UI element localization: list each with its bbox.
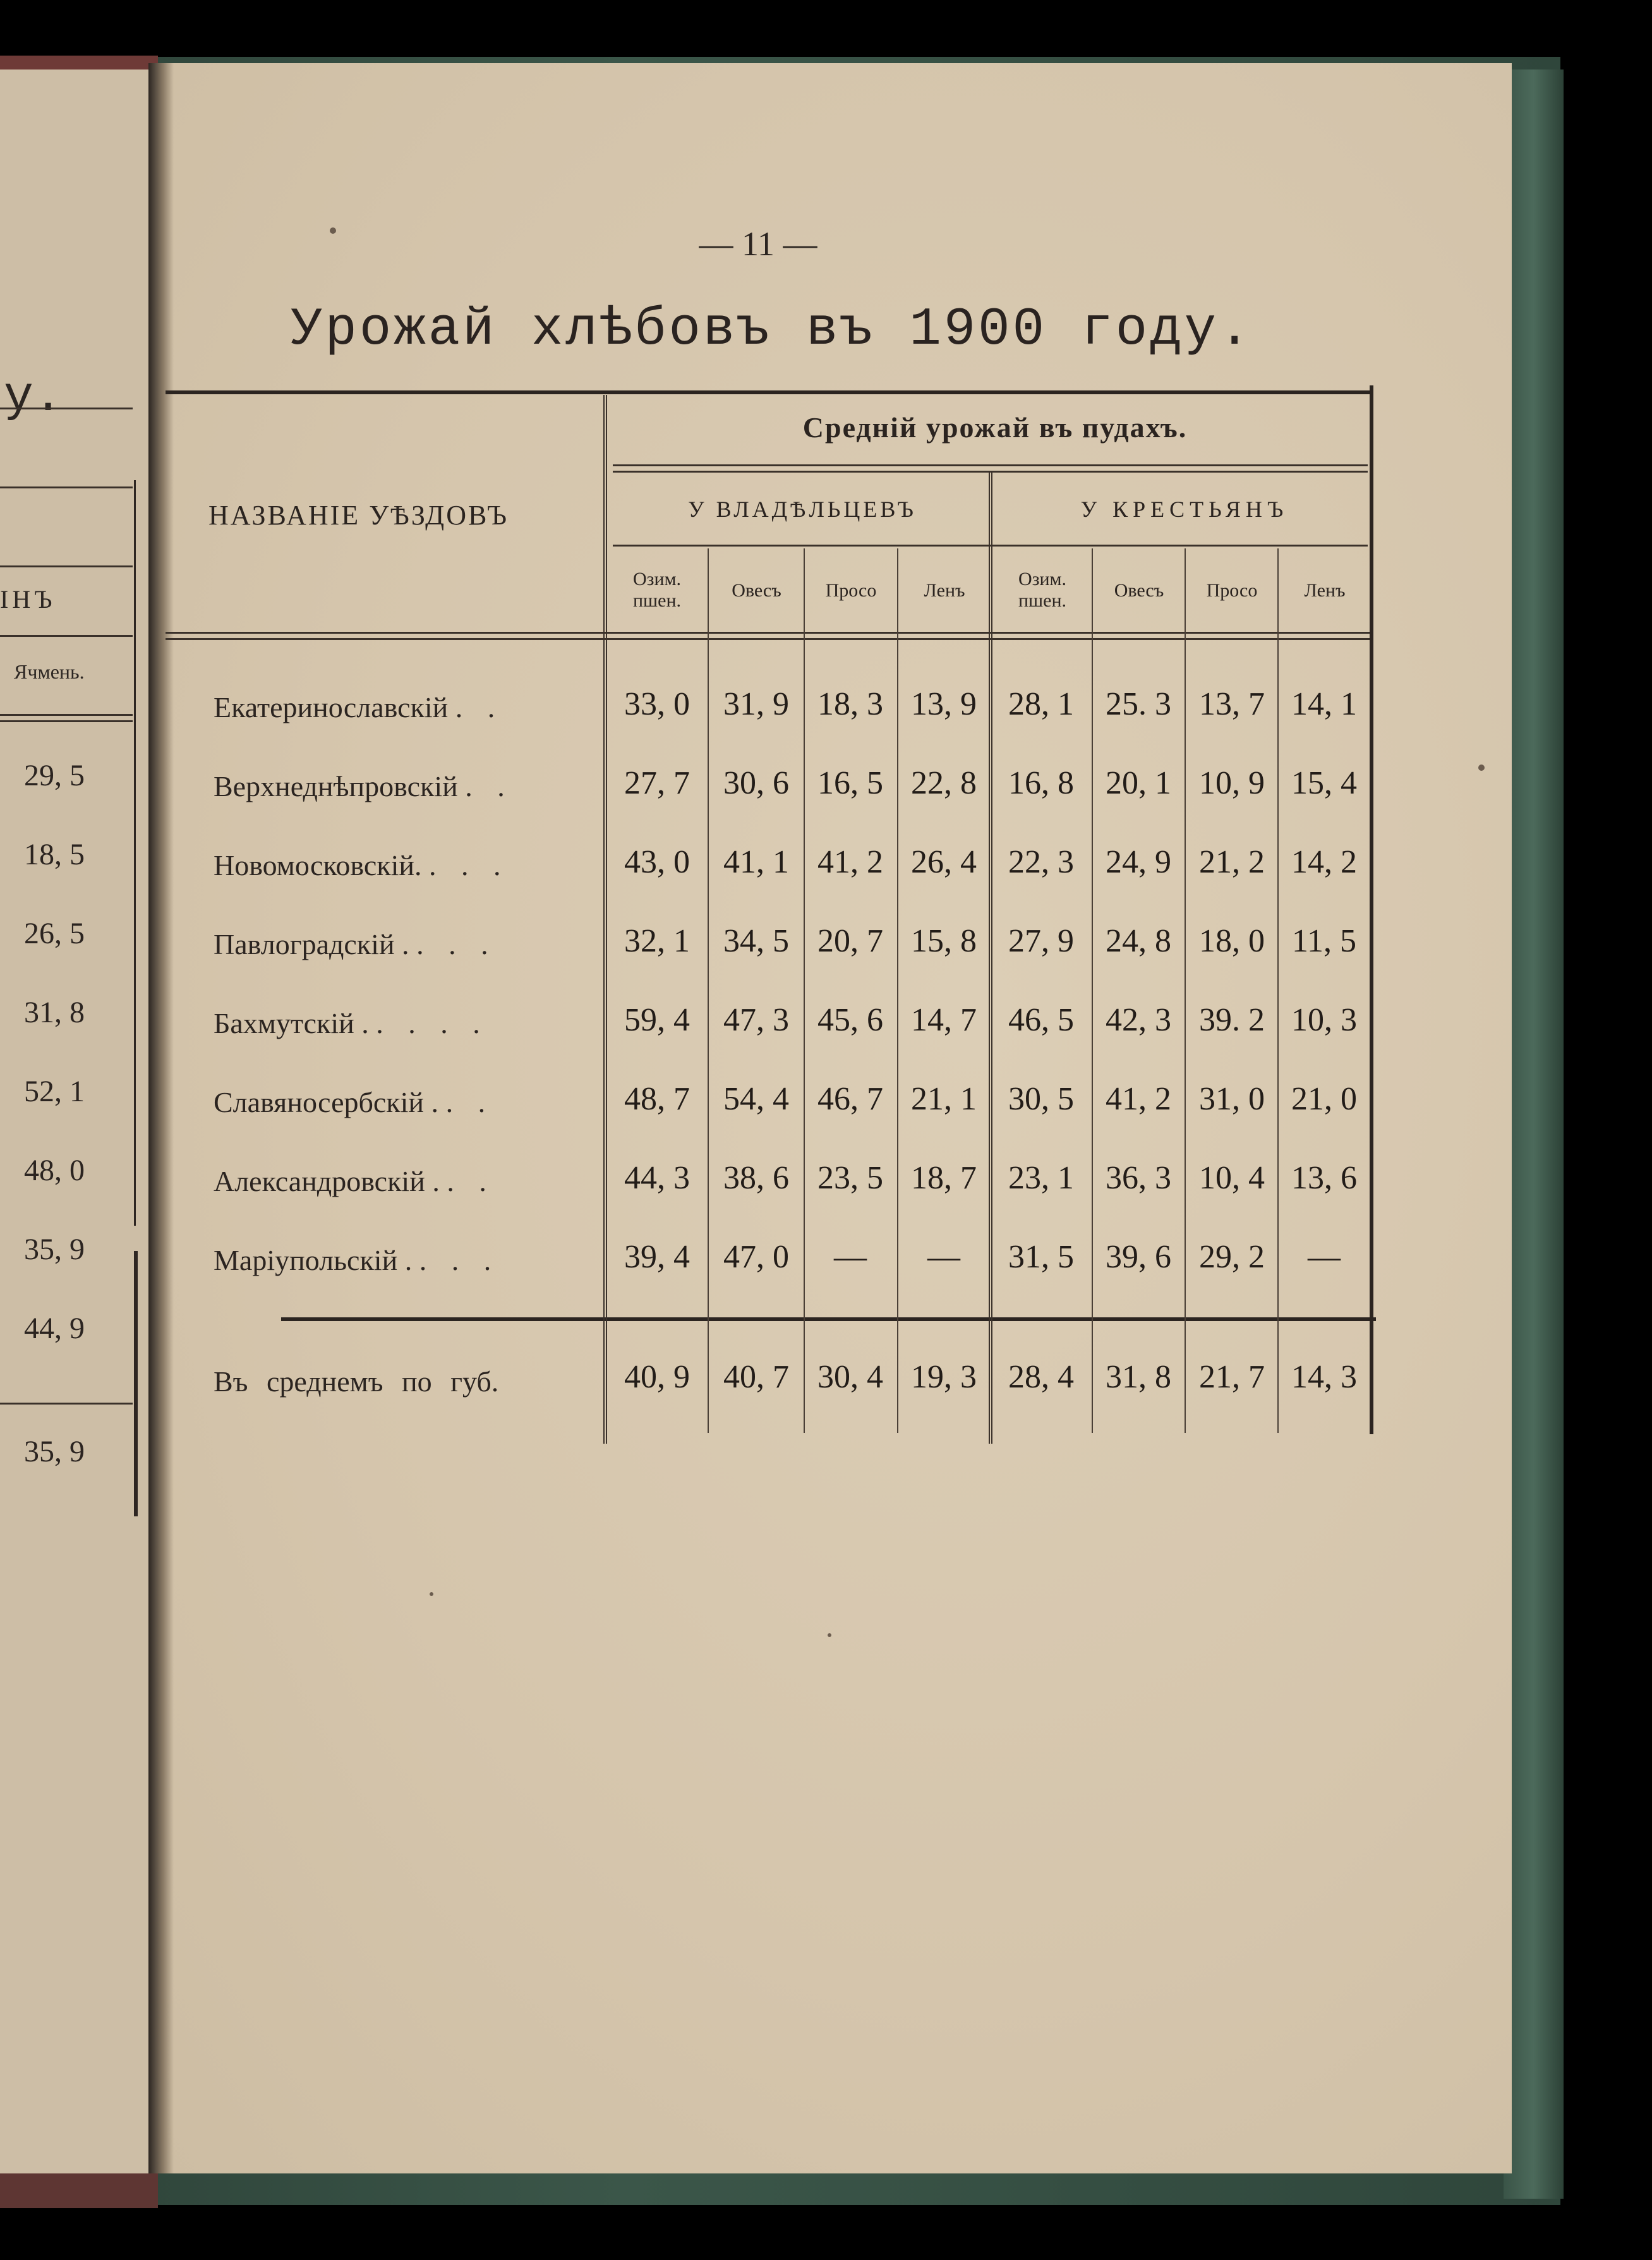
average-cell: 14, 3 [1291, 1359, 1357, 1395]
table-cell: — [1308, 1239, 1341, 1275]
previous-page [0, 69, 148, 2173]
divider [0, 714, 133, 716]
district-name: Александровскiй . [214, 1165, 440, 1197]
table-cell: 10, 9 [1199, 765, 1265, 801]
column-divider [1092, 548, 1093, 1433]
table-cell: 27, 7 [624, 765, 690, 801]
previous-page-value: 35, 9 [24, 1233, 85, 1266]
column-header: Ленъ [1304, 580, 1346, 601]
column-header: Ленъ [924, 580, 965, 601]
table-cell: 29, 2 [1199, 1239, 1265, 1275]
leader-dots: . . . [429, 849, 510, 881]
table-cell: 18, 3 [817, 686, 883, 722]
table-cell: 26, 4 [911, 844, 977, 880]
district-name: Екатеринославскiй [214, 691, 449, 723]
column-divider [1185, 548, 1186, 1433]
table-cell: 13, 6 [1291, 1160, 1357, 1196]
row-district-name [214, 691, 503, 724]
district-name: Верхнеднѣпровскiй [214, 770, 458, 802]
vertical-rule [134, 1251, 138, 1516]
leader-dots: . . [447, 1165, 495, 1197]
district-name: Павлоградскiй . [214, 928, 409, 960]
previous-page-column: Ячмень. [14, 660, 85, 683]
table-cell: 14, 7 [911, 1002, 977, 1038]
header-peasants: У КРЕСТЬЯНЪ [1080, 497, 1289, 522]
column-divider [897, 548, 898, 1433]
page-gutter [148, 63, 174, 2173]
row-district-name [214, 770, 514, 803]
table-cell: 54, 4 [723, 1081, 789, 1117]
table-cell: 10, 4 [1199, 1160, 1265, 1196]
column-header: Овесъ [1114, 580, 1164, 601]
table-cell: 33, 0 [624, 686, 690, 722]
previous-page-value: 52, 1 [24, 1075, 85, 1108]
leader-dots: . . . [419, 1244, 500, 1276]
page-number: — 11 — [699, 225, 817, 263]
average-cell: 40, 7 [723, 1359, 789, 1395]
previous-page-value: 26, 5 [24, 917, 85, 950]
previous-page-value: 48, 0 [24, 1154, 85, 1187]
average-cell: 19, 3 [911, 1359, 977, 1395]
column-divider [1277, 548, 1279, 1433]
average-cell: 31, 8 [1106, 1359, 1171, 1395]
table-cell: 39. 2 [1199, 1002, 1265, 1038]
column-header: Просо [825, 580, 877, 601]
row-district-name [214, 1164, 495, 1198]
table-cell: 31, 9 [723, 686, 789, 722]
district-name: Славяносербскiй . [214, 1086, 439, 1118]
page-title: Урожай хлѣбовъ въ 1900 году. [291, 300, 1253, 360]
divider [0, 486, 133, 488]
table-cell: 34, 5 [723, 923, 789, 959]
divider [0, 408, 133, 409]
header-average-yield: Среднiй урожай въ пудахъ. [802, 411, 1188, 444]
column-header: Озим. пшен. [1018, 569, 1067, 611]
divider [0, 1403, 133, 1405]
table-cell: 10, 3 [1291, 1002, 1357, 1038]
column-header: Просо [1206, 580, 1258, 601]
header-district-name: НАЗВАНІЕ УѢЗДОВЪ [208, 500, 509, 531]
previous-page-value: 31, 8 [24, 996, 85, 1029]
header-owners: У ВЛАДѢЛЬЦЕВЪ [688, 497, 917, 522]
table-cell: 21, 2 [1199, 844, 1265, 880]
table-cell: 16, 8 [1008, 765, 1074, 801]
table-cell: 42, 3 [1106, 1002, 1171, 1038]
header-rule [613, 464, 1368, 466]
table-cell: 44, 3 [624, 1160, 690, 1196]
previous-page-average: 35, 9 [24, 1435, 85, 1468]
table-cell: 31, 5 [1008, 1239, 1074, 1275]
row-district-name [214, 849, 510, 882]
table-cell: 30, 5 [1008, 1081, 1074, 1117]
average-cell: 21, 7 [1199, 1359, 1265, 1395]
table-cell: 41, 2 [1106, 1081, 1171, 1117]
table-cell: 41, 2 [817, 844, 883, 880]
row-district-name [214, 928, 497, 961]
table-cell: 27, 9 [1008, 923, 1074, 959]
table-cell: 47, 3 [723, 1002, 789, 1038]
table-cell: 11, 5 [1291, 923, 1357, 959]
average-cell: 28, 4 [1008, 1359, 1074, 1395]
header-bottom-rule [166, 632, 1373, 634]
table-cell: 22, 3 [1008, 844, 1074, 880]
previous-page-value: 18, 5 [24, 838, 85, 871]
table-cell: 23, 1 [1008, 1160, 1074, 1196]
row-district-name [214, 1006, 489, 1040]
column-header: Овесъ [732, 580, 781, 601]
table-cell: 18, 7 [911, 1160, 977, 1196]
table-cell: 16, 5 [817, 765, 883, 801]
table-right-rule [1370, 385, 1373, 1434]
average-cell: 30, 4 [817, 1359, 883, 1395]
table-cell: 36, 3 [1106, 1160, 1171, 1196]
table-cell: 23, 5 [817, 1160, 883, 1196]
binding-edge-right [1504, 69, 1564, 2199]
district-name: Марiупольскiй . [214, 1244, 413, 1276]
column-divider [708, 548, 709, 1433]
table-cell: 28, 1 [1008, 686, 1074, 722]
table-cell: 15, 8 [911, 923, 977, 959]
divider [0, 565, 133, 567]
leader-dots: . . [455, 691, 504, 723]
table-cell: 22, 8 [911, 765, 977, 801]
previous-page-title: у. [4, 370, 63, 425]
table-cell: 14, 1 [1291, 686, 1357, 722]
column-divider [603, 395, 607, 1444]
table-cell: 46, 5 [1008, 1002, 1074, 1038]
table-cell: — [927, 1239, 960, 1275]
table-cell: 24, 9 [1106, 844, 1171, 880]
table-cell: 25. 3 [1106, 686, 1171, 722]
column-header: Озим. пшен. [632, 569, 682, 611]
district-name: Новомосковскiй. [214, 849, 422, 881]
table-cell: — [834, 1239, 867, 1275]
divider [0, 635, 133, 637]
paper-speck [1478, 764, 1485, 771]
leader-dots: . . [445, 1086, 495, 1118]
previous-page-header: ІНЪ [0, 585, 56, 613]
table-cell: 13, 7 [1199, 686, 1265, 722]
paper-speck [330, 227, 336, 234]
column-divider [804, 548, 805, 1433]
paper-speck [828, 1633, 831, 1637]
table-cell: 30, 6 [723, 765, 789, 801]
previous-page-value: 29, 5 [24, 759, 85, 792]
average-label: Въ среднемъ по губ. [214, 1365, 499, 1398]
leader-dots: . . . [416, 928, 497, 960]
leader-dots: . . [465, 770, 514, 802]
average-cell: 40, 9 [624, 1359, 690, 1395]
paper-speck [430, 1592, 433, 1596]
table-cell: 20, 7 [817, 923, 883, 959]
leader-dots: . . . . [376, 1007, 489, 1039]
average-rule [281, 1317, 1376, 1321]
table-cell: 59, 4 [624, 1002, 690, 1038]
row-district-name [214, 1085, 494, 1119]
table-cell: 21, 1 [911, 1081, 977, 1117]
table-cell: 13, 9 [911, 686, 977, 722]
previous-page-value: 44, 9 [24, 1312, 85, 1345]
district-name: Бахмутскiй . [214, 1007, 369, 1039]
row-district-name [214, 1243, 500, 1277]
table-cell: 21, 0 [1291, 1081, 1357, 1117]
header-bottom-rule [166, 638, 1373, 640]
table-cell: 20, 1 [1106, 765, 1171, 801]
vertical-rule [134, 480, 136, 1226]
table-cell: 24, 8 [1106, 923, 1171, 959]
divider [0, 720, 133, 722]
table-cell: 38, 6 [723, 1160, 789, 1196]
table-cell: 41, 1 [723, 844, 789, 880]
table-cell: 45, 6 [817, 1002, 883, 1038]
table-cell: 15, 4 [1291, 765, 1357, 801]
table-cell: 43, 0 [624, 844, 690, 880]
table-cell: 18, 0 [1199, 923, 1265, 959]
table-top-rule [166, 390, 1373, 394]
table-cell: 46, 7 [817, 1081, 883, 1117]
table-cell: 32, 1 [624, 923, 690, 959]
table-cell: 39, 6 [1106, 1239, 1171, 1275]
table-cell: 14, 2 [1291, 844, 1357, 880]
table-cell: 39, 4 [624, 1239, 690, 1275]
table-cell: 48, 7 [624, 1081, 690, 1117]
table-cell: 47, 0 [723, 1239, 789, 1275]
table-cell: 31, 0 [1199, 1081, 1265, 1117]
